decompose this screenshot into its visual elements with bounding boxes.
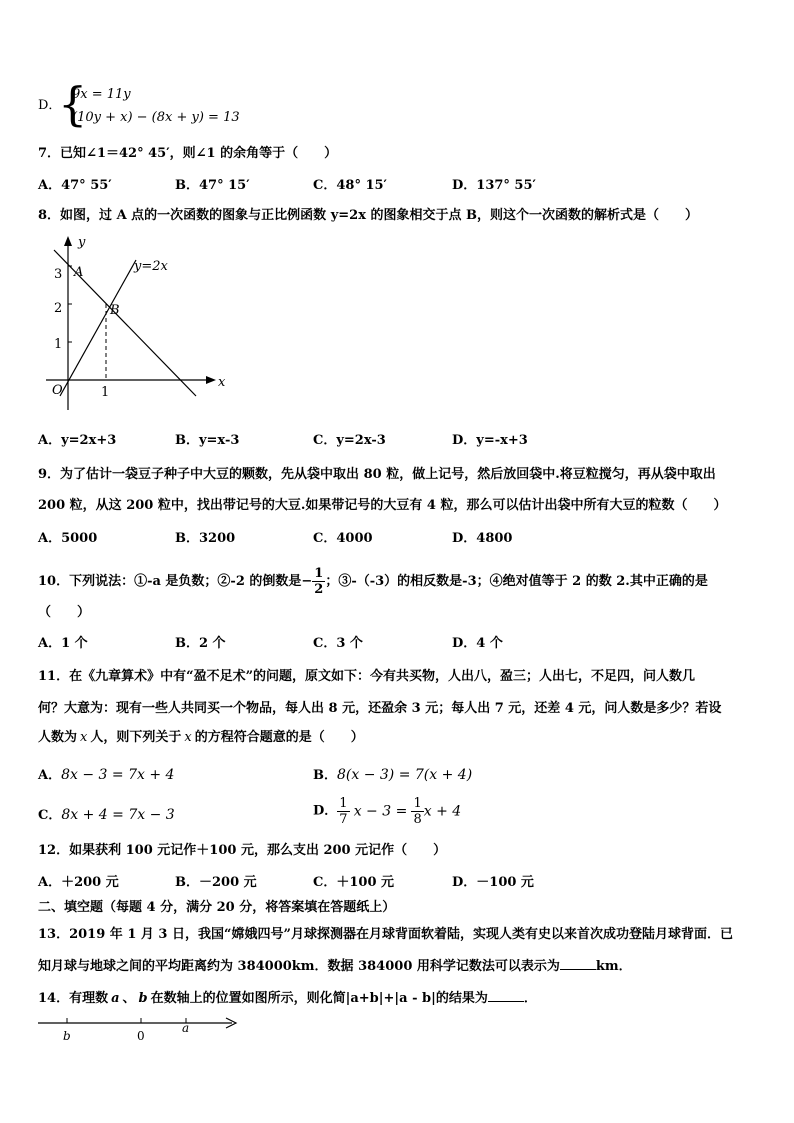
q11-var-x-2: x — [184, 730, 192, 745]
q11-var-x: x — [80, 730, 88, 745]
q13-answer-blank[interactable] — [560, 957, 596, 970]
q11-option-a: A．8x − 3 = 7x + 4 — [38, 767, 175, 783]
q7-option-b: B．47° 15′ — [175, 178, 250, 193]
q9-stem-line2: 200 粒，从这 200 粒中，找出带记号的大豆.如果带记号的大豆有 4 粒，那么可以估计出袋中所有大豆的粒数（ ） — [38, 498, 727, 513]
q10-stem-part2: ；③-（-3）的相反数是-3；④绝对值等于 2 的数 2.其中正确的是 — [325, 574, 708, 589]
q7-stem: 7．已知∠1＝42° 45′，则∠1 的余角等于（ ） — [38, 146, 338, 161]
q10-option-d: D．4 个 — [452, 636, 503, 651]
numline-a-label: a — [182, 1021, 190, 1035]
q7-option-d: D．137° 55′ — [452, 178, 536, 193]
q9-option-c: C．4000 — [313, 531, 373, 546]
q14-stem: 14．有理数 a 、 b 在数轴上的位置如图所示，则化简|a+b|+|a - b|的结果为 ． — [38, 991, 537, 1006]
q9-option-b: B．3200 — [175, 531, 236, 546]
q13-stem-line2: 知月球与地球之间的平均距离约为 384000km．数据 384000 用科学记数法可以表示为 km． — [38, 959, 632, 974]
graph-line-label: y=2x — [134, 259, 168, 274]
q10-fraction: $\frac{1}{2}$ — [314, 566, 324, 597]
q9-option-d: D．4800 — [452, 531, 513, 546]
q11-stem-line1: 11．在《九章算术》中有“盈不足术”的问题，原文如下：今有共买物，人出八，盈三；人出七，不足四，问人数几 — [38, 669, 696, 684]
q14-answer-blank[interactable] — [488, 989, 524, 1002]
q10-stem-part1: 10．下列说法：①-a 是负数；②-2 的倒数是− — [38, 574, 313, 589]
q8-option-a: A．y=2x+3 — [38, 433, 117, 448]
graph-x-axis-label: x — [218, 375, 226, 390]
numline-b-label: b — [63, 1029, 71, 1043]
q8-stem: 8．如图，过 A 点的一次函数的图象与正比例函数 y=2x 的图象相交于点 B，则这个一次函数的解析式是（ ） — [38, 208, 698, 223]
q14-number-line — [36, 1014, 246, 1050]
system-brace: { — [58, 77, 88, 131]
q12-option-b: B．－200 元 — [175, 875, 257, 890]
q7-option-a: A．47° 55′ — [38, 178, 112, 193]
q12-option-d: D．－100 元 — [452, 875, 534, 890]
q13-stem-line1: 13．2019 年 1 月 3 日，我国“嫦娥四号”月球探测器在月球背面软着陆，实现人类有史以来首次成功登陆月球背面．已 — [38, 927, 733, 942]
q12-option-a: A．＋200 元 — [38, 875, 119, 890]
q8-option-c: C．y=2x-3 — [313, 433, 386, 448]
q12-stem: 12．如果获利 100 元记作＋100 元，那么支出 200 元记作（ ） — [38, 843, 447, 858]
q9-option-a: A．5000 — [38, 531, 98, 546]
graph-y-tick-2: 2 — [54, 301, 63, 316]
q8-option-b: B．y=x-3 — [175, 433, 240, 448]
graph-y-axis-label: y — [78, 235, 86, 250]
q11-option-c: C．8x + 4 = 7x − 3 — [38, 807, 175, 823]
q10-paren: （ ） — [38, 605, 91, 620]
q11-stem-line2: 何？大意为：现有一些人共同买一个物品，每人出 8 元，还盈余 3 元；每人出 7 元，还差 4 元，问人数是多少？若设 — [38, 701, 722, 716]
q11-option-b: B．8(x − 3) = 7(x + 4) — [313, 767, 473, 783]
q7-option-c: C．48° 15′ — [313, 178, 387, 193]
q10-option-a: A．1 个 — [38, 636, 88, 651]
graph-x-tick-1: 1 — [101, 385, 110, 400]
q10-stem — [38, 566, 708, 597]
q6-d-eq2: (10y + x) − (8x + y) = 13 — [72, 110, 240, 125]
graph-y-tick-1: 1 — [54, 337, 63, 352]
q10-option-b: B．2 个 — [175, 636, 226, 651]
q8-graph — [36, 230, 236, 410]
graph-origin-label: O — [52, 383, 63, 398]
graph-point-a-label: A — [74, 265, 84, 280]
q6-d-eq1: 9x = 11y — [72, 87, 131, 102]
q10-option-c: C．3 个 — [313, 636, 363, 651]
q9-stem-line1: 9．为了估计一袋豆子种子中大豆的颗数，先从袋中取出 80 粒，做上记号，然后放回袋中.将豆粒搅匀，再从袋中取出 — [38, 467, 716, 482]
q12-option-c: C．＋100 元 — [313, 875, 395, 890]
graph-y-tick-3: 3 — [54, 267, 63, 282]
graph-point-b-label: B — [110, 303, 120, 318]
q6-d-label: D． — [38, 98, 62, 113]
section-heading: 二、填空题（每题 4 分，满分 20 分，将答案填在答题纸上） — [38, 900, 396, 915]
q8-option-d: D．y=-x+3 — [452, 433, 528, 448]
q11-stem-line3: 人数为 x 人，则下列关于 x 的方程符合题意的是（ ） — [38, 730, 364, 745]
q11-option-d: D． $\frac{1}{7}$ x − 3 = $\frac{1}{8}$ x + 4 — [313, 796, 462, 827]
numline-zero-label: 0 — [137, 1029, 145, 1043]
